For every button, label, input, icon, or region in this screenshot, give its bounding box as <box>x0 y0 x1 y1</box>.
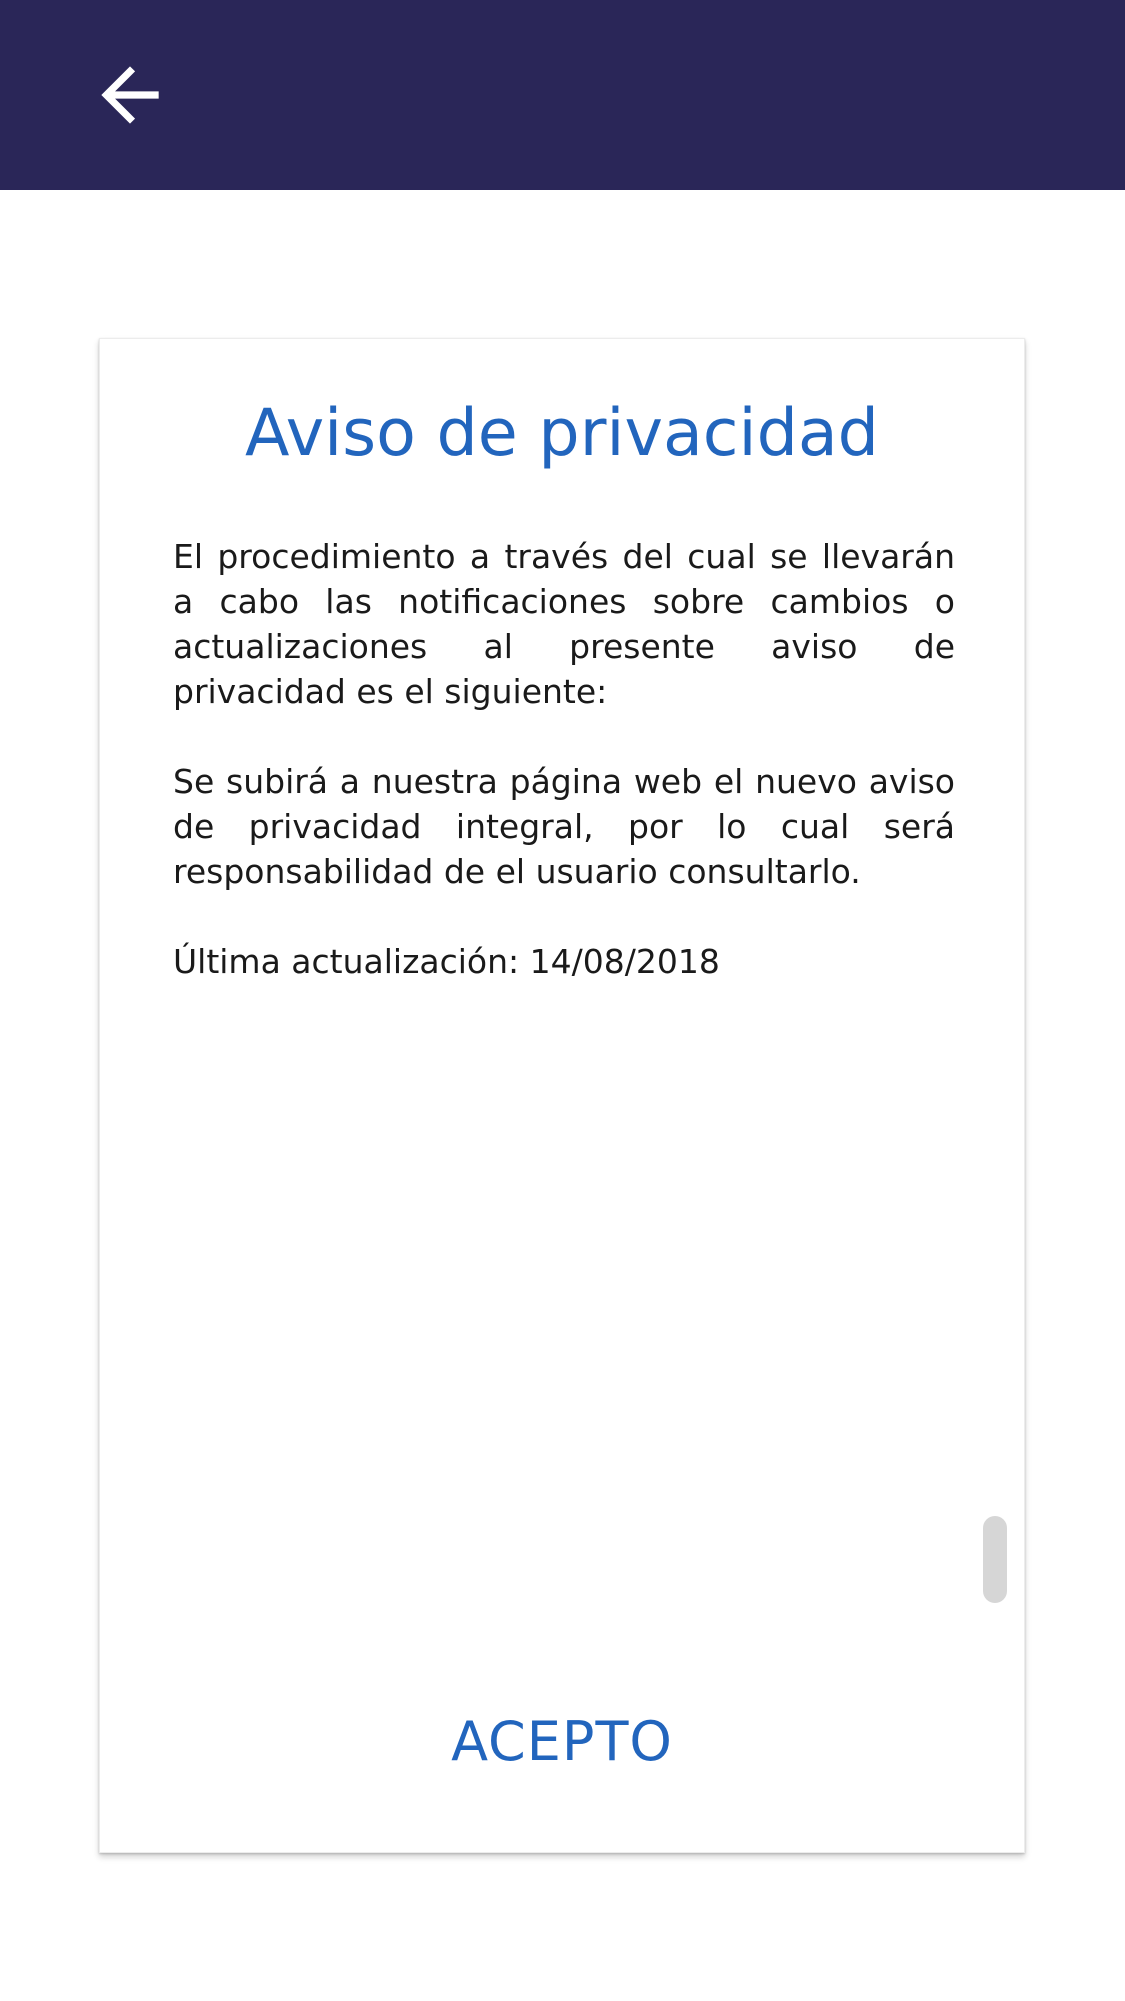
app-bar <box>0 0 1125 190</box>
last-updated-text: Última actualización: 14/08/2018 <box>173 942 720 981</box>
arrow-left-icon <box>87 52 173 138</box>
back-button[interactable] <box>80 45 180 145</box>
accept-button[interactable]: ACEPTO <box>451 1710 673 1773</box>
dialog-body <box>173 534 955 1029</box>
dialog-title: Aviso de privacidad <box>245 396 879 471</box>
paragraph-website-notice: Se subirá a nuestra página web el nuevo aviso de privacidad integral, por lo cual será responsabilidad de el usuario consultarlo. <box>173 762 955 891</box>
paragraph-procedure: El procedimiento a través del cual se llevarán a cabo las notificaciones sobre cambios o actualizaciones al presente aviso de privacidad es el siguiente: <box>173 537 955 711</box>
privacy-notice-dialog <box>99 338 1025 1853</box>
scrollbar-thumb[interactable] <box>983 1516 1007 1603</box>
